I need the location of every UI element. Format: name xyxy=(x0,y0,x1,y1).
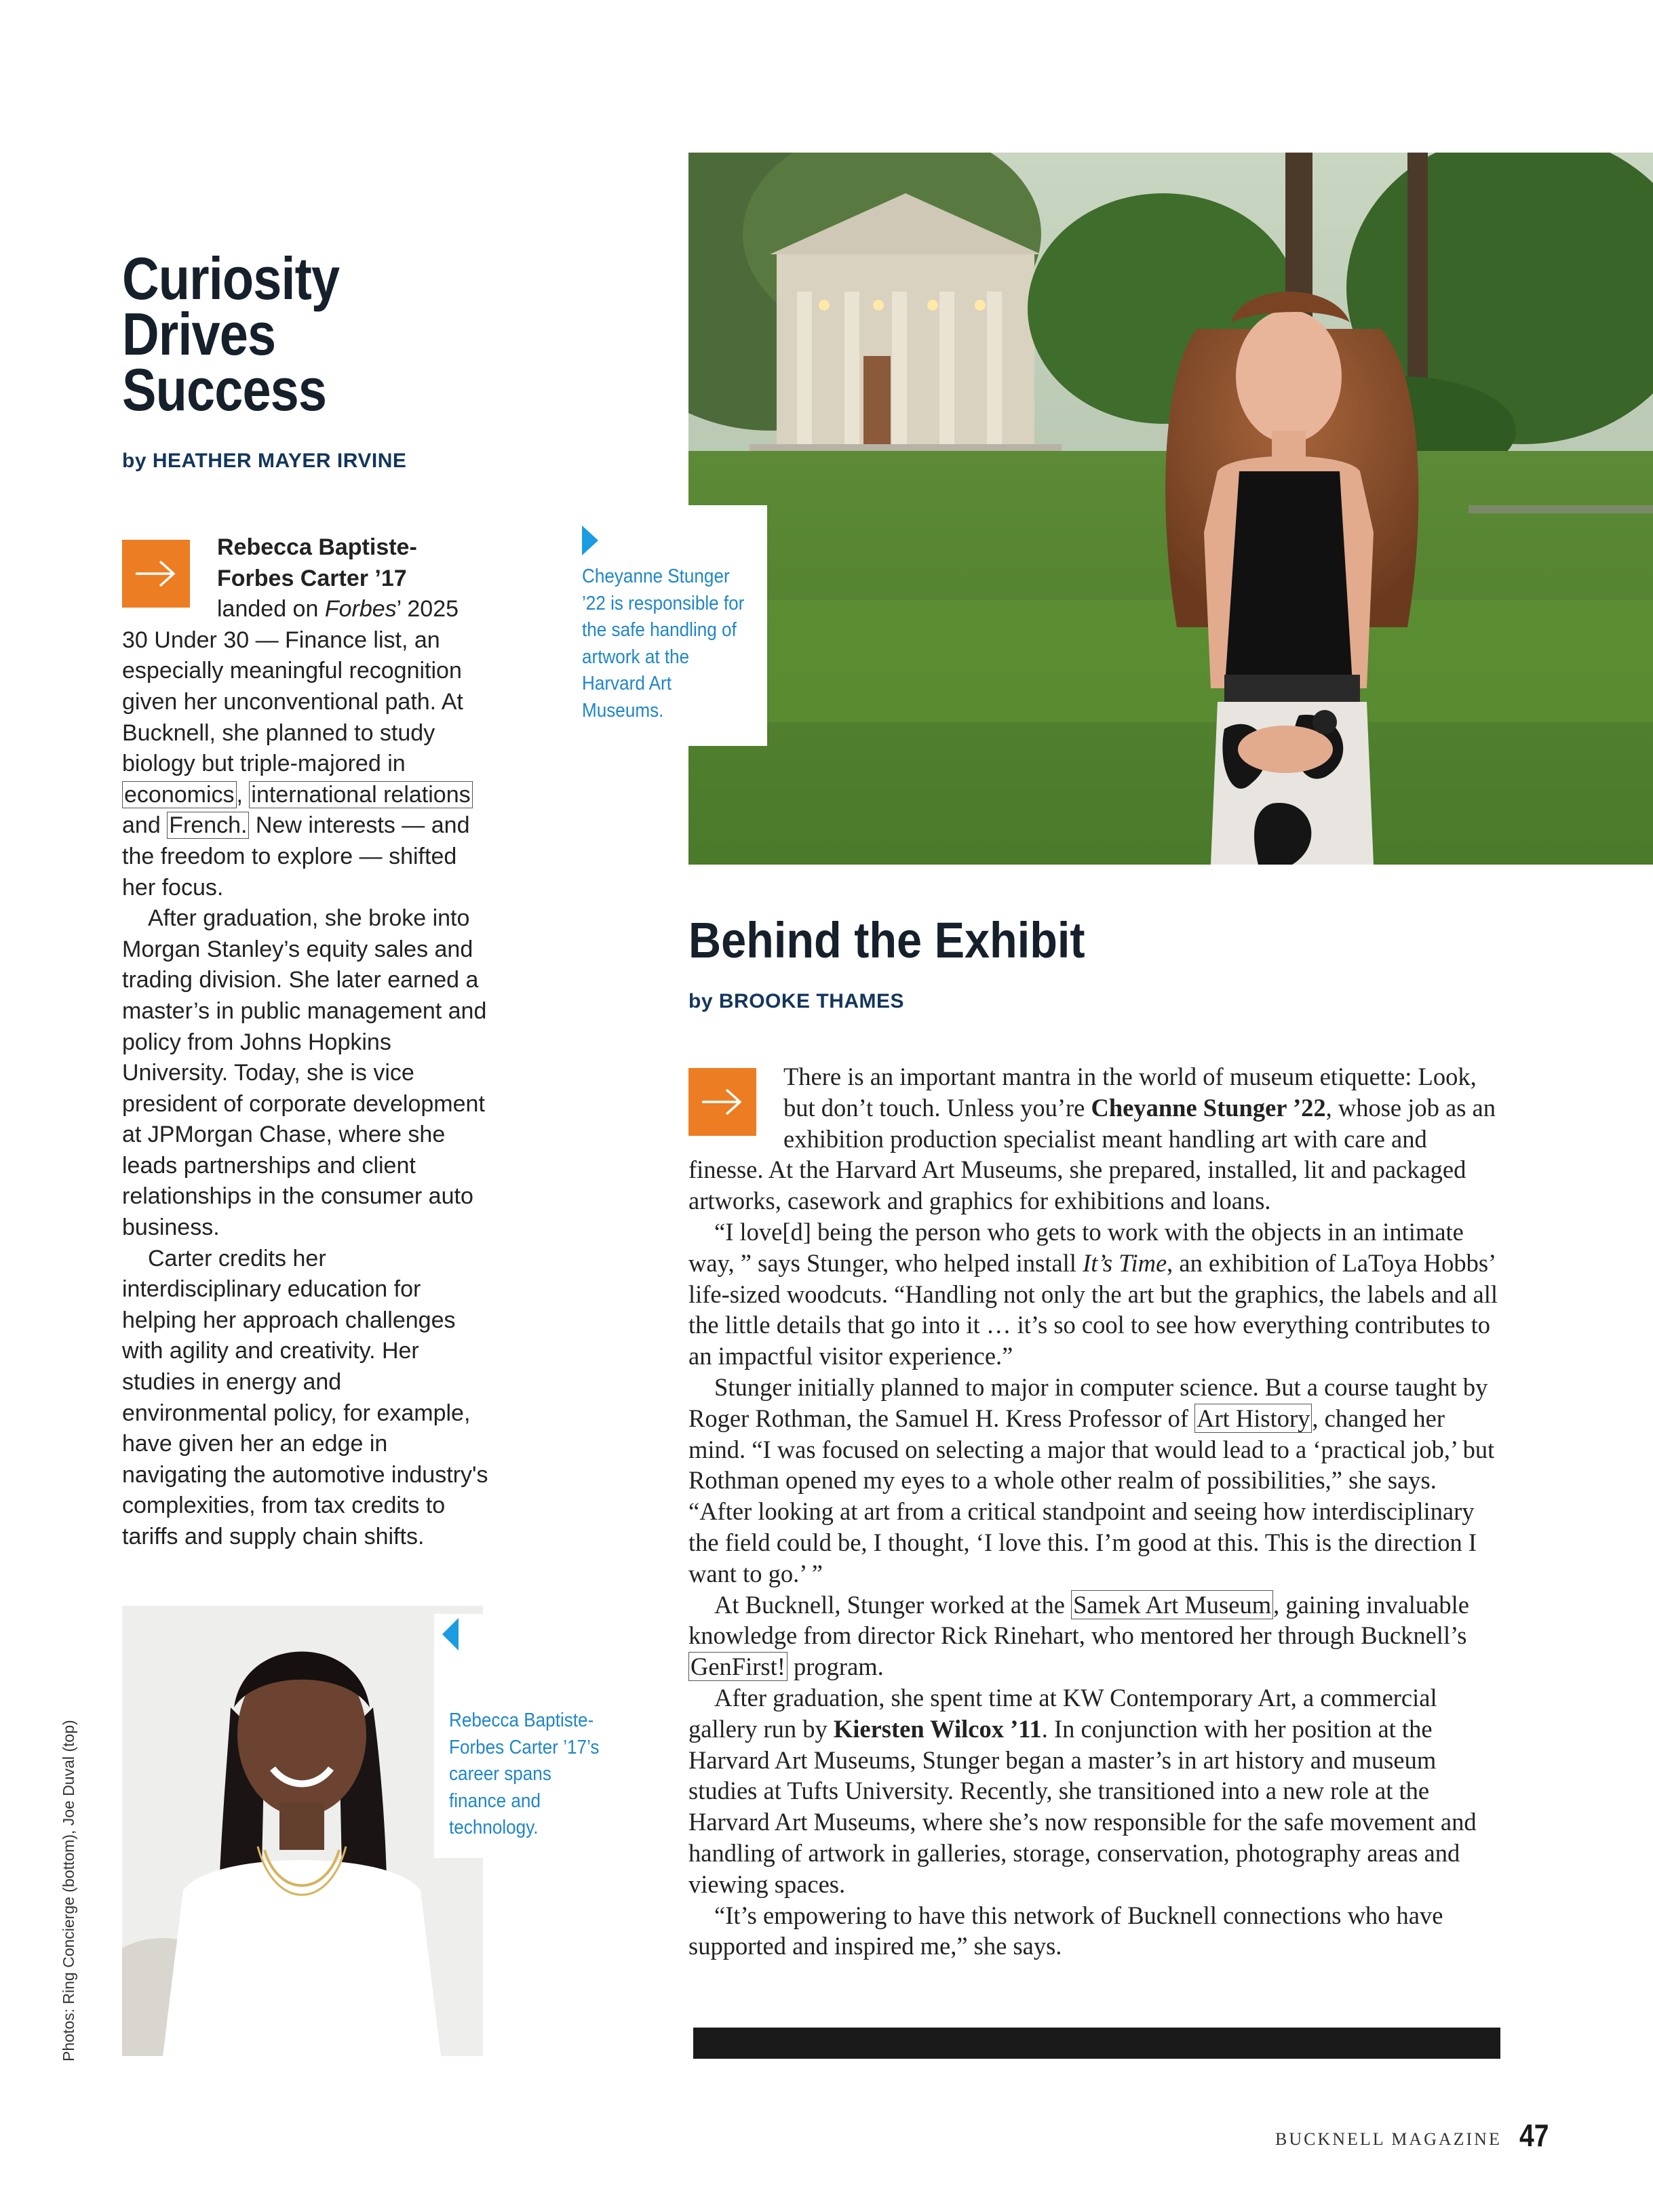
name-kiersten: Kiersten Wilcox ’11 xyxy=(833,1714,1042,1743)
article1-body xyxy=(122,532,488,1553)
caption-panel-top xyxy=(582,505,767,746)
byline-prefix: by xyxy=(688,990,714,1012)
article1-paragraph-3: Carter credits her interdisciplinary education for helping her approach challenges with agility and creativity. Her studies in energy and environmental policy, for example, have given her an edge in navigating the automotive industry's complexities, from tax credits to tariffs and supply chain shifts. xyxy=(122,1245,488,1549)
lead-name: Rebecca Baptiste- xyxy=(217,534,417,560)
title-line: Drives xyxy=(122,300,276,368)
name-cheyanne: Cheyanne Stunger ’22 xyxy=(1091,1093,1326,1122)
link-art-history[interactable]: Art History xyxy=(1194,1404,1312,1433)
photo-illustration xyxy=(688,153,1653,865)
exhibit-title-italic: It’s Time xyxy=(1083,1248,1167,1277)
photo-rebecca-carter xyxy=(122,1606,483,2056)
decorative-bar xyxy=(693,2028,1500,2059)
photo-credit: Photos: Ring Concierge (bottom), Joe Duval (top) xyxy=(60,1720,77,2061)
title-line: Success xyxy=(122,356,327,423)
article-title-behind-exhibit: Behind the Exhibit xyxy=(688,912,1085,968)
link-french[interactable]: French. xyxy=(167,812,249,839)
article1-paragraph-2: After graduation, she broke into Morgan Stanley’s equity sales and trading division. She later earned a master’s in public management and policy from Johns Hopkins University. Today, she is vice president of corporate development at JPMorgan Chase, where she leads partnerships and client relationships in the consumer auto business. xyxy=(122,905,487,1241)
byline-author: HEATHER MAYER IRVINE xyxy=(152,450,407,472)
article-title-curiosity xyxy=(122,245,449,423)
link-economics[interactable]: economics xyxy=(122,781,237,808)
page-number: 47 xyxy=(1519,2118,1549,2153)
article1-paragraph-1: Rebecca Baptiste- Forbes Carter ’17 landed on Forbes’ 2025 30 Under 30 — Finance list, an especially meaningful recognition given her unconventional path. At Bucknell, she planned to study biology but triple-majored in economics, international relations and French. New interests — and the freedom to explore — shifted her focus. xyxy=(122,532,488,903)
article2-paragraph-1: There is an important mantra in the world of museum etiquette: Look, but don’t touch. Unless you’re Cheyanne Stunger ’22, whose job as an exhibition production specialist meant handling art with care and finesse. At the Harvard Art Museums, she prepared, installed, lit and packaged artworks, casework and graphics for exhibitions and loans. xyxy=(688,1063,1496,1215)
forbes-italic: Forbes xyxy=(324,596,397,623)
byline-heather xyxy=(122,450,406,473)
photo-cheyanne-stunger xyxy=(688,153,1653,865)
lead-name: Forbes Carter ’17 xyxy=(217,565,407,591)
photo-caption-carter: Rebecca Baptiste-Forbes Carter ’17’s career spans finance and technology. xyxy=(449,1710,600,1838)
byline-brooke xyxy=(688,990,904,1013)
triangle-right-icon xyxy=(582,526,598,555)
article2-paragraph-2: “I love[d] being the person who gets to work with the objects in an intimate way, ” says Stunger, who helped install It’s Time, an exhibition of LaToya Hobbs’ life-sized woodcuts. “Handling not only the art but the graphics, the labels and all the little details that go into it … it’s so cool to see how everything contributes to an impactful visitor experience.” xyxy=(688,1217,1498,1370)
link-samek-art-museum[interactable]: Samek Art Museum xyxy=(1071,1590,1273,1619)
article2-paragraph-4: At Bucknell, Stunger worked at the Samek Art Museum, gaining invaluable knowledge from director Rick Rinehart, who mentored her through Bucknell’s GenFirst! program. xyxy=(688,1590,1469,1681)
byline-prefix: by xyxy=(122,450,147,472)
footer-magazine-name: BUCKNELL MAGAZINE xyxy=(1275,2129,1502,2149)
caption-panel-bottom xyxy=(434,1614,610,1858)
link-genfirst[interactable]: GenFirst! xyxy=(688,1652,787,1681)
article2-paragraph-5: After graduation, she spent time at KW Contemporary Art, a commercial gallery run by Kiersten Wilcox ’11. In conjunction with her position at the Harvard Art Museums, Stunger began a master’s in art history and museum studies at Tufts University. Recently, she transitioned into a new role at the Harvard Art Museums, where she’s now responsible for the safe movement and handling of artwork in galleries, storage, conservation, photography areas and viewing spaces. xyxy=(688,1683,1477,1898)
photo-illustration xyxy=(122,1606,483,2056)
byline-author: BROOKE THAMES xyxy=(718,990,905,1012)
article2-paragraph-6: “It’s empowering to have this network of Bucknell connections who have supported and inspired me,” she says. xyxy=(688,1901,1443,1960)
title-line: Curiosity xyxy=(122,245,340,312)
article2-paragraph-3: Stunger initially planned to major in computer science. But a course taught by Roger Rothman, the Samuel H. Kress Professor of Art History, changed her mind. “I was focused on selecting a major that would lead to a ‘practical job,’ but Rothman opened my eyes to a whole other realm of possibilities,” she says. “After looking at art from a critical standpoint and seeing how interdisciplinary the field could be, I thought, ‘I love this. I’m good at this. This is the direction I want to go.’ ” xyxy=(688,1372,1495,1587)
photo-caption-stunger: Cheyanne Stunger ’22 is responsible for the safe handling of artwork at the Harvard Art Museums. xyxy=(582,566,745,722)
article2-body xyxy=(688,1061,1502,1962)
triangle-left-icon xyxy=(442,1618,459,1651)
link-international-relations[interactable]: international relations xyxy=(249,781,472,808)
